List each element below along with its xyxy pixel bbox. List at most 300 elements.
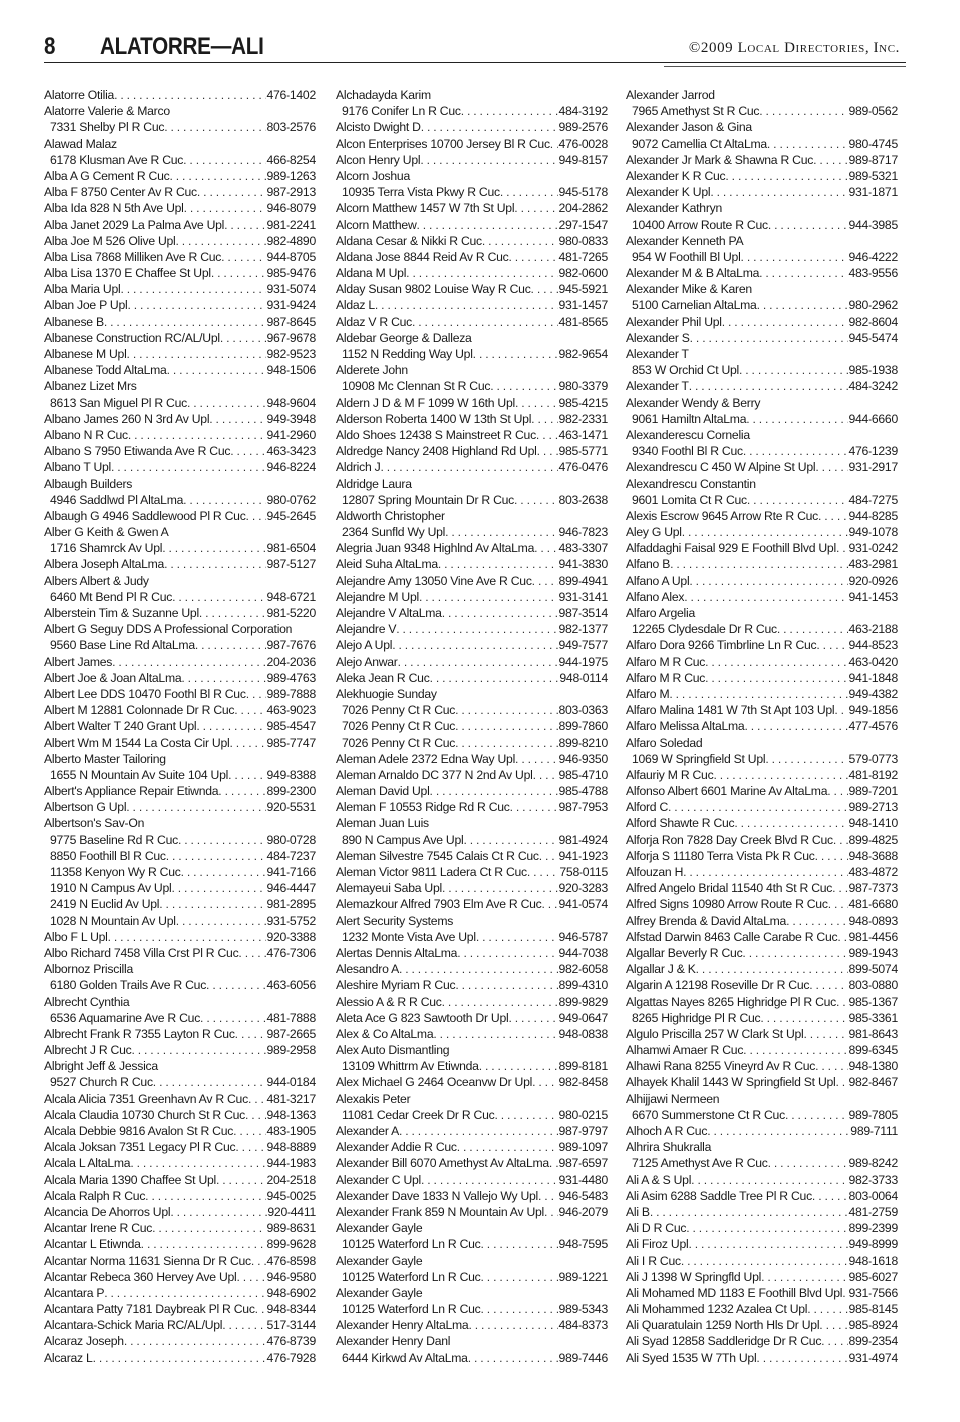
listing-phone: 948-1380 [848, 1059, 898, 1074]
listing-entry [336, 184, 608, 200]
listing-entry [336, 556, 608, 572]
listing-entry [626, 217, 898, 233]
listing-entry [336, 395, 608, 411]
listing-entry [44, 362, 316, 378]
listing-name: Alert Security Systems [336, 913, 454, 928]
listing-name: Alcantar L Etiwnda [44, 1237, 141, 1252]
listing-entry [336, 297, 608, 313]
listing-phone: 982-8467 [848, 1075, 898, 1090]
listing-name: Alcorn Matthew 1457 W 7th St Upl [336, 201, 515, 216]
listing-phone: 481-8192 [848, 767, 898, 782]
listing-name: Alexanderescu Cornelia [626, 427, 750, 442]
listing-phone: 481-7888 [266, 1010, 316, 1025]
listing-name: 2419 N Euclid Av Upl [50, 897, 160, 912]
listing-name: 9072 Camellia Ct AltaLma [632, 136, 767, 151]
listing-phone: 989-1097 [558, 1140, 608, 1155]
listing-entry [626, 249, 898, 265]
listing-name: Alemazkour Alfred 7903 Elm Ave R Cuc [336, 897, 542, 912]
listing-name: Alegria Juan 9348 Highlnd Av AltaLma [336, 541, 535, 556]
listing-name: Alex & Co AltaLma [336, 1026, 434, 1041]
listing-entry [336, 540, 608, 556]
listing-entry [44, 1285, 316, 1301]
listing-phone: 948-1363 [266, 1107, 316, 1122]
dot-leader [670, 556, 848, 572]
dot-leader [684, 589, 848, 605]
listing-phone: 931-0242 [848, 541, 898, 556]
listing-phone: 481-7265 [558, 249, 608, 264]
listing-name: Albano James 260 N 3rd Av Upl [44, 411, 210, 426]
listing-name: 9560 Base Line Rd AltaLma [50, 638, 195, 653]
listing-entry [336, 718, 608, 734]
dot-leader [130, 1155, 266, 1171]
listing-phone: 980-0728 [266, 832, 316, 847]
listing-phone: 949-1856 [848, 703, 898, 718]
listing-phone: 981-4456 [848, 929, 898, 944]
listing-name: Alfouzan H [626, 865, 684, 879]
listing-entry [44, 152, 316, 168]
dot-leader [127, 346, 267, 362]
dot-leader [761, 1269, 848, 1285]
listing-phone: 463-6056 [266, 978, 316, 993]
listing-heading [44, 994, 316, 1010]
listing-entry [336, 1350, 608, 1366]
dot-leader [542, 896, 559, 912]
listing-name: Alexander Jarrod [626, 88, 715, 102]
listing-heading [626, 233, 898, 249]
listing-name: Alhijjawi Nermeen [626, 1091, 720, 1106]
listing-entry [44, 1317, 316, 1333]
listing-name: Albano S 7950 Etiwanda Ave R Cuc [44, 444, 231, 459]
listing-phone: 989-1943 [848, 945, 898, 960]
listing-entry [336, 1010, 608, 1026]
listing-phone: 982-3733 [848, 1172, 898, 1187]
listing-name: Alexander A [336, 1124, 399, 1138]
listing-name: Alexander M & B AltaLma [626, 266, 760, 281]
dot-leader [421, 119, 559, 135]
dot-leader [705, 654, 848, 670]
listing-phone: 204-2036 [266, 654, 316, 669]
listing-name: Alatorre Otilia [44, 88, 115, 102]
listing-name: Alekhuogie Sunday [336, 686, 437, 701]
listing-phone: 980-2962 [848, 298, 898, 313]
listing-phone: 987-7676 [266, 638, 316, 653]
listing-entry [44, 265, 316, 281]
dot-leader [162, 540, 266, 556]
listing-name: Alcantara Patty 7181 Daybreak Pl R Cuc [44, 1302, 255, 1317]
listing-name: Aldridge Laura [336, 476, 412, 491]
dot-leader [739, 362, 848, 378]
dot-leader [209, 411, 266, 427]
listing-name: Alfaro Melissa AltaLma [626, 719, 745, 734]
listing-phone: 484-7237 [266, 848, 316, 863]
listing-name: Algattas Nayes 8265 Highridge Pl R Cuc [626, 994, 836, 1009]
listing-name: Albo F L Upl [44, 929, 108, 944]
dot-leader [164, 556, 266, 572]
listing-name: Aleta Ace G 823 Sawtooth Dr Upl [336, 1010, 509, 1025]
listing-phone: 981-6504 [266, 541, 316, 556]
listing-phone: 803-2638 [558, 492, 608, 507]
listing-entry [336, 783, 608, 799]
listing-phone: 989-8717 [848, 152, 898, 167]
dot-leader [224, 217, 266, 233]
dot-leader [221, 249, 266, 265]
listing-phone: 483-9556 [848, 266, 898, 281]
listing-entry [336, 459, 608, 475]
listing-entry [626, 136, 898, 152]
listing-name: Aldredge Nancy 2408 Highland Rd Upl [336, 444, 537, 459]
listing-name: Alfano Alex [626, 589, 685, 604]
dot-leader [837, 929, 848, 945]
listing-entry [336, 994, 608, 1010]
dot-leader [828, 896, 849, 912]
listing-name: 1655 N Mountain Av Suite 104 Upl [50, 767, 229, 782]
listing-entry [626, 977, 898, 993]
dot-leader [195, 637, 267, 653]
dot-leader [742, 945, 848, 961]
listing-phone: 483-1905 [266, 1124, 316, 1138]
listing-name: 10400 Arrow Route R Cuc [632, 217, 768, 232]
listing-name: Ali J 1398 W Springfld Upl [626, 1269, 762, 1284]
listing-entry [44, 1155, 316, 1171]
listing-name: Alessio A & R R Cuc [336, 994, 442, 1009]
listing-phone: 466-8254 [266, 152, 316, 167]
dot-leader [457, 1139, 559, 1155]
listing-entry [626, 929, 898, 945]
listing-name: 6180 Golden Trails Ave R Cuc [50, 978, 207, 993]
listing-phone: 931-1457 [558, 298, 608, 313]
listing-phone: 989-7446 [558, 1350, 608, 1365]
listing-name: Aleman Adele 2372 Edna Way Upl [336, 751, 516, 766]
dot-leader [222, 1317, 266, 1333]
listing-name: Albert James [44, 654, 113, 669]
dot-leader [690, 330, 849, 346]
header-rule [44, 62, 906, 63]
listing-phone: 949-3948 [266, 411, 316, 426]
listing-entry [626, 637, 898, 653]
listing-name: Alexander Jason & Gina [626, 120, 752, 135]
listing-phone: 944-0184 [266, 1075, 316, 1090]
dot-leader [756, 1350, 848, 1366]
listing-name: Albanese B [44, 314, 104, 329]
listing-name: 6670 Summerstone Ct R Cuc [632, 1107, 785, 1122]
listing-entry [44, 314, 316, 330]
listing-phone: 985-1367 [848, 994, 898, 1009]
listing-phone: 982-8604 [848, 314, 898, 329]
listing-name: Albright Jeff & Jessica [44, 1059, 158, 1074]
listing-name: 10125 Waterford Ln R Cuc [342, 1302, 481, 1317]
dot-leader [164, 119, 266, 135]
listing-name: Alcon Enterprises 10700 Jersey Bl R Cuc [336, 136, 550, 151]
listing-phone: 476-7928 [266, 1350, 316, 1365]
listing-heading [44, 815, 316, 831]
listing-entry [336, 378, 608, 394]
listing-entry [336, 314, 608, 330]
listing-name: Alba Joe M 526 Olive Upl [44, 233, 176, 248]
listing-phone: 476-7306 [266, 945, 316, 960]
listing-name: Ali D R Cuc [626, 1221, 687, 1236]
listing-name: Albert Wm M 1544 La Costa Cir Upl [44, 735, 230, 750]
dot-leader [509, 249, 559, 265]
listing-phone: 945-0025 [266, 1188, 316, 1203]
listing-entry [336, 864, 608, 880]
listing-name: Alexander C Upl [336, 1172, 421, 1187]
listing-name: Aleman Juan Luis [336, 816, 429, 831]
listing-name: 954 W Foothill Bl Upl [632, 249, 741, 264]
listing-phone: 985-4710 [558, 767, 608, 782]
dot-leader [234, 702, 266, 718]
listing-heading [626, 605, 898, 621]
listing-phone: 204-2518 [266, 1172, 316, 1187]
listing-entry [626, 1123, 898, 1139]
dot-leader [722, 314, 849, 330]
listing-name: Alcala Joksan 7351 Legacy Pl R Cuc [44, 1140, 236, 1155]
dot-leader [248, 1091, 267, 1107]
listing-entry [626, 524, 898, 540]
listing-entry [626, 751, 898, 767]
dot-leader [176, 233, 267, 249]
listing-name: Aleshire Myriam R Cuc [336, 978, 456, 993]
listing-entry [336, 1107, 608, 1123]
dot-leader [455, 702, 558, 718]
listing-phone: 946-4447 [266, 881, 316, 896]
listing-name: Alfano A Upl [626, 573, 690, 588]
listing-phone: 484-7275 [848, 492, 898, 507]
dot-leader [430, 783, 559, 799]
listing-phone: 463-3423 [266, 444, 316, 459]
listing-heading [336, 330, 608, 346]
dot-leader [233, 1123, 266, 1139]
listing-phone: 931-5752 [266, 913, 316, 928]
listing-entry [626, 815, 898, 831]
dot-leader [767, 136, 849, 152]
listing-phone: 948-0838 [558, 1026, 608, 1041]
dot-leader [777, 621, 849, 637]
listing-entry [336, 200, 608, 216]
dot-leader [392, 637, 558, 653]
listing-heading [626, 1139, 898, 1155]
listing-name: Albanese Construction RC/AL/Upl [44, 330, 220, 345]
listing-heading [44, 524, 316, 540]
listing-phone: 931-4480 [558, 1172, 608, 1187]
listing-entry [336, 767, 608, 783]
listing-heading [44, 136, 316, 152]
listing-entry [336, 524, 608, 540]
listing-entry [44, 459, 316, 475]
listing-name: Aleman F 10553 Ridge Rd R Cuc [336, 800, 510, 815]
listing-entry [336, 589, 608, 605]
listing-name: Aldana Jose 8844 Reid Av R Cuc [336, 249, 509, 264]
listing-heading [626, 87, 898, 103]
listing-entry [44, 799, 316, 815]
listing-phone: 899-6345 [848, 1043, 898, 1058]
dot-leader [514, 492, 558, 508]
listing-phone: 481-8565 [558, 314, 608, 329]
listing-name: Alfrey Brenda & David AltaLma [626, 913, 787, 928]
listing-phone: 982-2331 [558, 411, 608, 426]
dot-leader [815, 848, 849, 864]
listing-phone: 981-2241 [266, 217, 316, 232]
listing-entry [336, 1204, 608, 1220]
listing-name: 7026 Penny Ct R Cuc [342, 735, 456, 750]
listing-phone: 981-4924 [558, 832, 608, 847]
dot-leader [120, 281, 266, 297]
listing-entry [336, 637, 608, 653]
listing-entry [44, 977, 316, 993]
listing-phone: 987-7373 [848, 881, 898, 896]
listing-name: Albaugh G 4946 Saddlewood Pl R Cuc [44, 508, 246, 523]
listing-entry [626, 152, 898, 168]
dot-leader [786, 913, 848, 929]
listing-phone: 948-8889 [266, 1140, 316, 1155]
listing-heading [626, 395, 898, 411]
listing-entry [44, 508, 316, 524]
listing-entry [336, 799, 608, 815]
listing-name: Alejo Anwar [336, 654, 398, 669]
dot-leader [220, 330, 267, 346]
listing-name: Alcala Debbie 9816 Avalon St R Cuc [44, 1124, 234, 1138]
listing-name: 8613 San Miguel Pl R Cuc [50, 395, 187, 410]
listing-entry [44, 443, 316, 459]
listing-name: 7026 Penny Ct R Cuc [342, 719, 456, 734]
listing-entry [626, 362, 898, 378]
dot-leader [187, 395, 267, 411]
listing-entry [44, 1042, 316, 1058]
dot-leader [804, 1026, 849, 1042]
listing-name: 12807 Spring Mountain Dr R Cuc [342, 492, 515, 507]
listing-name: Alejandre M Upl [336, 589, 419, 604]
listing-column-3 [626, 87, 898, 1366]
listing-entry [626, 492, 898, 508]
listing-entry [336, 654, 608, 670]
listing-name: Aleman Arnaldo DC 377 N 2nd Av Upl [336, 767, 533, 782]
dot-leader [827, 783, 848, 799]
dot-leader [515, 751, 558, 767]
dot-leader [430, 670, 560, 686]
listing-column-2 [336, 87, 608, 1366]
listing-name: 9340 Foothl Bl R Cuc [632, 444, 743, 459]
listing-phone: 484-8373 [558, 1318, 608, 1333]
listing-heading [44, 751, 316, 767]
listing-entry [44, 1350, 316, 1366]
dot-leader [836, 540, 849, 556]
listing-name: Albera Joseph AltaLma [44, 557, 165, 572]
listing-phone: 948-6721 [266, 589, 316, 604]
listing-name: Aldo Shoes 12438 S Mainstreet R Cuc [336, 427, 536, 442]
listing-phone: 945-2645 [266, 508, 316, 523]
listing-entry [44, 605, 316, 621]
listing-phone: 945-5474 [848, 330, 898, 345]
listing-phone: 463-9023 [266, 703, 316, 718]
listing-entry [44, 1301, 316, 1317]
listing-name: Alba Lisa 1370 E Chaffee St Upl [44, 266, 211, 281]
listing-entry [336, 977, 608, 993]
listing-name: 11358 Kenyon Wy R Cuc [50, 865, 181, 879]
listing-phone: 987-2913 [266, 185, 316, 200]
listing-name: 13109 Whittrm Av Etiwnda [342, 1059, 479, 1074]
listing-name: Alex Michael G 2464 Oceanvw Dr Upl [336, 1075, 533, 1090]
listing-phone: 989-8242 [848, 1156, 898, 1171]
dot-leader [433, 1026, 558, 1042]
dot-leader [183, 492, 266, 508]
dot-leader [246, 508, 267, 524]
listing-name: Alfaro M R Cuc [626, 670, 706, 685]
listing-entry [626, 508, 898, 524]
dot-leader [481, 1236, 559, 1252]
dot-leader [255, 1301, 267, 1317]
listing-name: 6536 Aquamarine Ave R Cuc [50, 1010, 201, 1025]
listing-name: Aldebar George & Dalleza [336, 330, 472, 345]
dot-leader [197, 184, 267, 200]
listing-entry [336, 233, 608, 249]
listing-name: Alexander Dave 1833 N Vallejo Wy Upl [336, 1188, 539, 1203]
listing-phone: 946-9350 [558, 751, 608, 766]
listing-name: Alberstein Tim & Suzanne Upl [44, 606, 199, 620]
listing-name: Alexander Bill 6070 Amethyst Av AltaLma [336, 1156, 549, 1171]
dot-leader [419, 589, 559, 605]
listing-name: Alfaro M [626, 686, 670, 701]
dot-leader [112, 654, 266, 670]
listing-name: Ali Syad 12858 Saddleridge Dr R Cuc [626, 1334, 822, 1349]
dot-leader [172, 589, 266, 605]
dot-leader [476, 929, 559, 945]
listing-phone: 945-5178 [558, 185, 608, 200]
listing-name: Albrecht Frank R 7355 Layton R Cuc [44, 1026, 235, 1041]
dot-leader [420, 152, 558, 168]
dot-leader [229, 735, 266, 751]
listing-entry [626, 1253, 898, 1269]
dot-leader [153, 1074, 267, 1090]
listing-phone: 944-7038 [558, 945, 608, 960]
dot-leader [166, 848, 267, 864]
listing-name: Alemayeui Saba Upl [336, 881, 442, 896]
listing-entry [626, 1074, 898, 1090]
listing-name: 8265 Highridge Pl R Cuc [632, 1010, 761, 1025]
dot-leader [832, 880, 848, 896]
dot-leader [760, 1010, 848, 1026]
listing-name: 890 N Campus Ave Upl [342, 832, 464, 847]
listing-name: 1716 Shamrck Av Upl [50, 541, 163, 556]
listing-column-1 [44, 87, 316, 1366]
listing-phone: 989-2713 [848, 800, 898, 815]
listing-heading [44, 378, 316, 394]
listing-entry [44, 896, 316, 912]
listing-heading [336, 1333, 608, 1349]
listing-name: Algulo Priscilla 257 W Clark St Upl [626, 1026, 804, 1041]
listing-phone: 985-5771 [558, 444, 608, 459]
dot-leader [235, 1026, 267, 1042]
listing-name: Albert M 12881 Colonnade Dr R Cuc [44, 703, 235, 718]
listing-entry [626, 1107, 898, 1123]
listing-phone: 980-0833 [558, 233, 608, 248]
dot-leader [238, 945, 266, 961]
listing-phone: 899-2399 [848, 1221, 898, 1236]
listing-phone: 949-4382 [848, 686, 898, 701]
listing-name: Aleka Jean R Cuc [336, 670, 430, 685]
dot-leader [170, 1204, 267, 1220]
listing-name: Alfano B [626, 557, 671, 572]
listing-entry [44, 184, 316, 200]
listing-name: Alcantara-Schick Maria RC/AL/Upl [44, 1318, 223, 1333]
listing-phone: 985-3361 [848, 1010, 898, 1025]
listing-entry [626, 540, 898, 556]
listing-phone: 985-1938 [848, 363, 898, 378]
listing-entry [44, 929, 316, 945]
listing-phone: 980-3379 [558, 379, 608, 394]
listing-name: Albertson's Sav-On [44, 816, 145, 831]
dot-leader [184, 200, 267, 216]
dot-leader [815, 459, 848, 475]
listing-phone: 985-6027 [848, 1269, 898, 1284]
